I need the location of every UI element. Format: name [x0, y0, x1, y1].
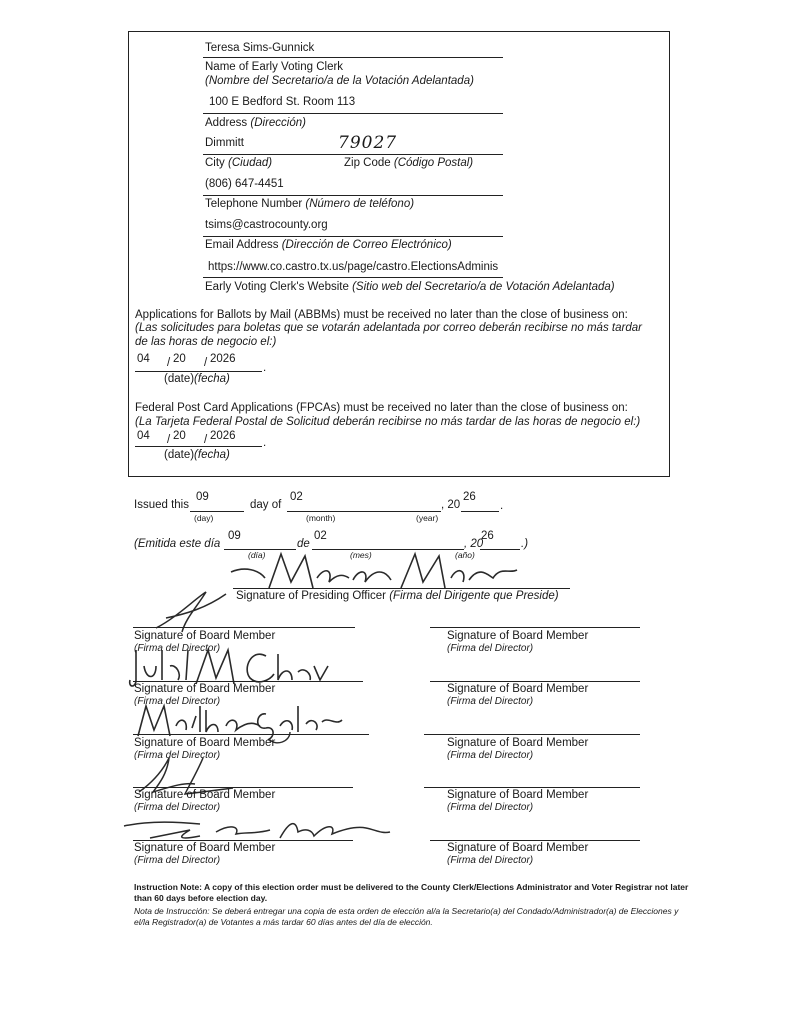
board-left-5-line [133, 840, 353, 841]
city-value: Dimmitt [205, 137, 244, 149]
city-zip-line [203, 154, 503, 155]
fpca-period: . [263, 437, 267, 449]
issued-day-label: (day) [194, 513, 214, 523]
board-right-4-line [424, 787, 640, 788]
board-right-1-label-es: (Firma del Director) [447, 643, 534, 654]
board-right-3-label-es: (Firma del Director) [447, 750, 534, 761]
website-label: Early Voting Clerk's Website (Sitio web del Secretario/a de Votación Adelantada) [205, 281, 615, 293]
issued-es-day: 09 [228, 530, 241, 542]
zip-label: Zip Code (Código Postal) [344, 157, 474, 169]
board-left-2-label: Signature of Board Member [134, 683, 276, 695]
issued-es-prefix: (Emitida este día [134, 538, 221, 550]
board-left-1-label: Signature of Board Member [134, 630, 276, 642]
abbm-sep-2: / [204, 357, 208, 369]
abbm-text-es-1: (Las solicitudes para boletas que se votarán adelantada por correo deberán recibirse no más tardar [135, 322, 642, 334]
fpca-text-es: (La Tarjeta Federal Postal de Solicitud deberán recibirse no más tardar de las horas de negocio el:) [135, 416, 641, 428]
clerk-name-label-es: (Nombre del Secretario/a de la Votación Adelantada) [205, 75, 474, 87]
clerk-name-label: Name of Early Voting Clerk [205, 61, 344, 73]
email-value: tsims@castrocounty.org [205, 219, 328, 231]
board-left-4-label: Signature of Board Member [134, 789, 276, 801]
board-left-3-label: Signature of Board Member [134, 737, 276, 749]
presiding-officer-line [233, 588, 570, 589]
website-value: https://www.co.castro.tx.us/page/castro.ElectionsAdminis [208, 261, 499, 273]
fpca-date-line [135, 446, 262, 447]
board-right-5-label: Signature of Board Member [447, 842, 589, 854]
city-label: City (Ciudad) [205, 157, 273, 169]
issued-es-month-label: (mes) [350, 550, 372, 560]
issued-es-day-label: (día) [248, 550, 266, 560]
board-right-2-label: Signature of Board Member [447, 683, 589, 695]
abbm-month: 04 [137, 353, 150, 365]
issued-month-label: (month) [306, 513, 336, 523]
phone-line [203, 195, 503, 196]
board-right-3-label: Signature of Board Member [447, 737, 589, 749]
issued-year-label: (year) [416, 513, 439, 523]
fpca-year: 2026 [210, 430, 236, 442]
abbm-year: 2026 [210, 353, 236, 365]
board-right-2-label-es: (Firma del Director) [447, 696, 534, 707]
fpca-sep-2: / [204, 434, 208, 446]
instruction-note: Instruction Note: A copy of this election order must be delivered to the County Clerk/Elections Administrator and Voter Registrar not later than 60 days before election day. [134, 882, 689, 903]
abbm-date-label: (date)(fecha) [164, 373, 230, 385]
board-right-5-line [430, 840, 640, 841]
board-right-1-line [430, 627, 640, 628]
phone-label: Telephone Number (Número de teléfono) [205, 198, 415, 210]
issued-comma-20: , 20 [441, 499, 461, 511]
email-line [203, 236, 503, 237]
address-line [203, 113, 503, 114]
abbm-text: Applications for Ballots by Mail (ABBMs) must be received no later than the close of business on: [135, 309, 628, 321]
issued-day-of: day of [250, 499, 282, 511]
issued-es-comma-20: , 20 [464, 538, 484, 550]
issued-day-line [190, 511, 244, 512]
fpca-text: Federal Post Card Applications (FPCAs) must be received no later than the close of business on: [135, 402, 628, 414]
website-line [203, 277, 503, 278]
board-left-2-line [133, 681, 363, 682]
abbm-date-line [135, 371, 262, 372]
issued-es-close: .) [521, 538, 529, 550]
clerk-name-value: Teresa Sims-Gunnick [205, 42, 315, 54]
presiding-officer-label: Signature of Presiding Officer (Firma del Dirigente que Preside) [236, 590, 559, 602]
abbm-sep-1: / [167, 357, 171, 369]
board-left-1-line [133, 627, 355, 628]
issued-es-year: 26 [481, 530, 494, 542]
board-right-4-label-es: (Firma del Director) [447, 802, 534, 813]
email-label: Email Address (Dirección de Correo Electrónico) [205, 239, 452, 251]
board-right-4-label: Signature of Board Member [447, 789, 589, 801]
board-left-1-label-es: (Firma del Director) [134, 643, 221, 654]
zip-value-handwritten: 79027 [338, 133, 398, 153]
issued-es-de: de [297, 538, 310, 550]
board-left-5-label: Signature of Board Member [134, 842, 276, 854]
board-left-3-line [133, 734, 369, 735]
issued-year-line [461, 511, 499, 512]
address-value: 100 E Bedford St. Room 113 [209, 96, 356, 108]
clerk-name-line [203, 57, 503, 58]
issued-period: . [500, 500, 504, 512]
board-right-1-label: Signature of Board Member [447, 630, 589, 642]
issued-day: 09 [196, 491, 209, 503]
issued-month-line [287, 511, 441, 512]
issued-year: 26 [463, 491, 476, 503]
issued-prefix: Issued this [134, 499, 189, 511]
board-right-5-label-es: (Firma del Director) [447, 855, 534, 866]
issued-es-year-label: (año) [455, 550, 475, 560]
abbm-text-es-2: de las horas de negocio el:) [135, 336, 277, 348]
issued-month: 02 [290, 491, 303, 503]
instruction-note-es: Nota de Instrucción: Se deberá entregar una copia de esta orden de elección al/a la Secretario(a) del Condado/Administrador(a) de Elecciones y el/la Registrador(a) de Votantes a más tardar 60 días antes del día de elección. [134, 906, 679, 927]
board-left-4-line [133, 787, 353, 788]
fpca-sep-1: / [167, 434, 171, 446]
abbm-day: 20 [173, 353, 186, 365]
board-left-3-label-es: (Firma del Director) [134, 750, 221, 761]
issued-es-month: 02 [314, 530, 327, 542]
phone-value: (806) 647-4451 [205, 178, 284, 190]
board-right-3-line [424, 734, 640, 735]
abbm-period: . [263, 362, 267, 374]
board-right-2-line [430, 681, 640, 682]
address-label: Address (Dirección) [205, 117, 306, 129]
board-left-4-label-es: (Firma del Director) [134, 802, 221, 813]
board-left-2-label-es: (Firma del Director) [134, 696, 221, 707]
fpca-day: 20 [173, 430, 186, 442]
fpca-date-label: (date)(fecha) [164, 449, 230, 461]
board-left-5-label-es: (Firma del Director) [134, 855, 221, 866]
fpca-month: 04 [137, 430, 150, 442]
